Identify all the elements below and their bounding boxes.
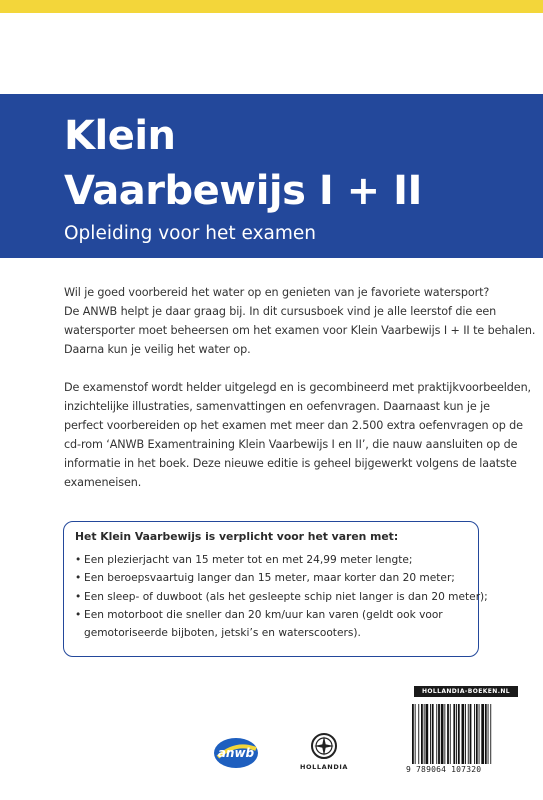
barcode-bar <box>468 704 469 764</box>
details-line: De examenstof wordt helder uitgelegd en is gecombineerd met praktijkvoorbeelden, <box>64 381 532 394</box>
list-item-text: • Een motorboot die sneller dan 20 km/uur kan varen (geldt ook voor <box>84 608 443 621</box>
barcode-bar <box>424 704 425 764</box>
barcode-bar <box>412 704 414 764</box>
details-line: exameneisen. <box>64 475 142 489</box>
barcode-bar <box>418 704 419 764</box>
barcode-bar <box>470 704 472 764</box>
book-subtitle: Opleiding voor het examen <box>64 223 316 244</box>
intro-line: Wil je goed voorbereid het water op en genieten van je favoriete watersport? <box>64 286 490 299</box>
barcode-bar <box>447 704 449 764</box>
isbn-barcode <box>410 704 522 764</box>
barcode-bar <box>436 704 437 764</box>
barcode-bar <box>438 704 440 764</box>
barcode-bar <box>476 704 478 764</box>
isbn-digits: 9 789064 107320 <box>406 765 482 774</box>
details-paragraph <box>64 379 532 492</box>
barcode-bar <box>490 704 491 764</box>
details-line: perfect voorbereiden op het examen met meer dan 2.500 extra oefenvragen op de <box>64 418 523 432</box>
barcode-bar <box>421 704 423 764</box>
intro-paragraph <box>64 284 536 360</box>
barcode-bar <box>430 704 431 764</box>
barcode-bar <box>488 704 489 764</box>
details-line: inzichtelijke illustraties, samenvattingen en oefenvragen. Daarnaast kun je je <box>64 399 490 413</box>
requirements-title: Het Klein Vaarbewijs is verplicht voor het varen met: <box>75 530 399 543</box>
book-title-line-2: Vaarbewijs I + II <box>64 168 422 214</box>
barcode-bar <box>426 704 429 764</box>
intro-line: watersporter moet beheersen om het examen voor Klein Vaarbewijs I + II te behalen. <box>64 323 536 337</box>
details-line: informatie in het boek. Deze nieuwe editie is geheel bijgewerkt volgens de laatste <box>64 456 517 470</box>
hollandia-wordmark: HOLLANDIA <box>300 763 348 771</box>
anwb-logo-icon <box>212 735 260 771</box>
details-line: cd-rom ‘ANWB Examentraining Klein Vaarbewijs I en II’, die nauw aansluiten op de <box>64 437 518 451</box>
list-item: • Een beroepsvaartuig langer dan 15 meter, maar korter dan 20 meter; <box>75 569 488 587</box>
list-item: • Een sleep- of duwboot (als het gesleepte schip niet langer is dan 20 meter); <box>75 588 488 606</box>
barcode-bar <box>450 704 451 764</box>
barcode-bar <box>444 704 445 764</box>
barcode-bar <box>485 704 487 764</box>
barcode-bar <box>462 704 465 764</box>
intro-line: De ANWB helpt je daar graag bij. In dit cursusboek vind je alle leerstof die een <box>64 304 497 318</box>
top-yellow-stripe <box>0 0 543 13</box>
barcode-bar <box>474 704 475 764</box>
barcode-bar <box>456 704 457 764</box>
barcode-bar <box>465 704 466 764</box>
barcode-bar <box>458 704 460 764</box>
svg-text:anwb: anwb <box>217 746 255 760</box>
barcode-bar <box>432 704 434 764</box>
title-banner <box>0 94 543 258</box>
barcode-bar <box>453 704 455 764</box>
barcode-bar <box>479 704 480 764</box>
requirements-box <box>63 521 488 657</box>
barcode-bar <box>415 704 416 764</box>
list-item <box>75 606 488 643</box>
list-item-continuation: gemotoriseerde bijboten, jetski’s en waterscooters). <box>84 627 361 640</box>
barcode-bar <box>481 704 484 764</box>
requirements-list <box>75 551 488 642</box>
publisher-site-label: HOLLANDIA-BOEKEN.NL <box>414 686 518 697</box>
list-item: • Een plezierjacht van 15 meter tot en met 24,99 meter lengte; <box>75 551 488 569</box>
intro-line: Daarna kun je veilig het water op. <box>64 342 251 356</box>
barcode-bar <box>441 704 444 764</box>
book-title-line-1: Klein <box>64 113 176 159</box>
